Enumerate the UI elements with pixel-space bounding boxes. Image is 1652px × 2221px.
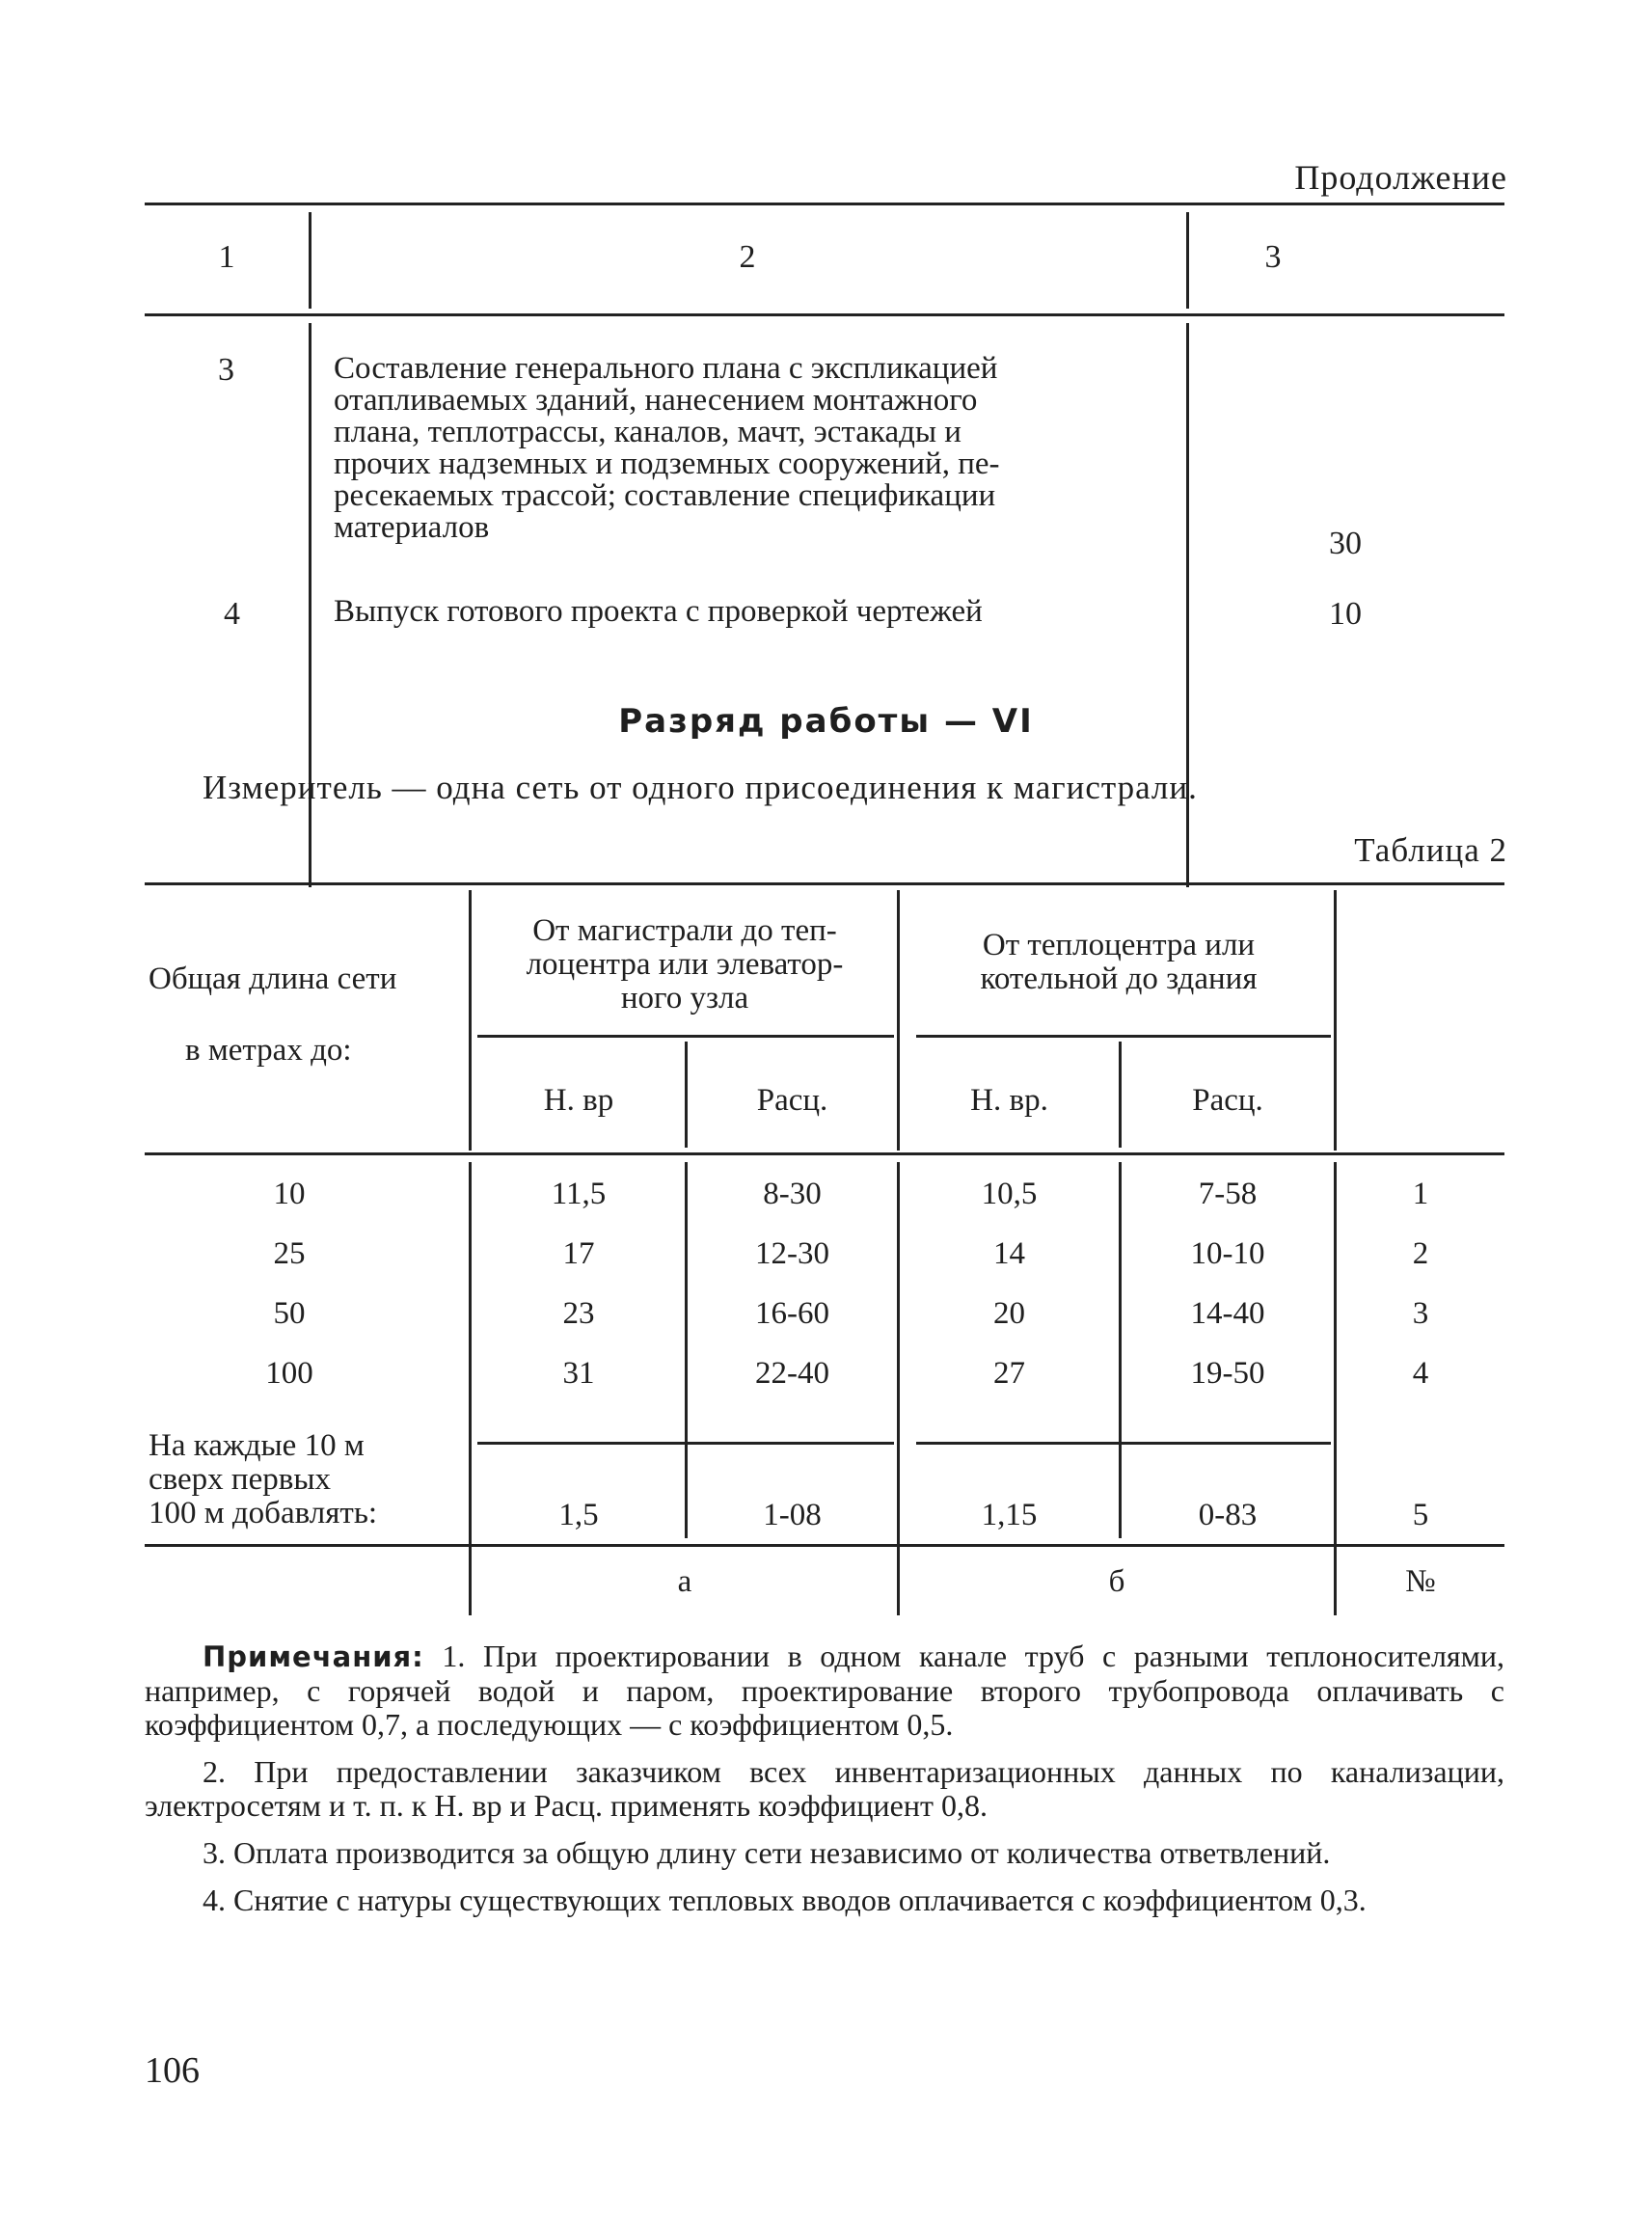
continuation-label: Продолжение xyxy=(1294,158,1507,197)
rates-table xyxy=(145,882,1504,1625)
rasc-a-value: 8-30 xyxy=(763,1177,822,1211)
nvr-b-value: 1,15 xyxy=(981,1498,1038,1532)
description-line: прочих надземных и подземных сооружений, пе- xyxy=(334,447,1000,481)
header-line: От магистрали до теп- xyxy=(532,913,837,948)
column-divider xyxy=(469,1162,472,1615)
description-line: отапливаемых зданий, нанесением монтажного xyxy=(334,383,978,418)
row-description xyxy=(334,353,1182,544)
header-line: лоцентра или элеватор- xyxy=(526,947,844,982)
description-line: ресекаемых трассой; составление спецификации xyxy=(334,478,996,513)
row-number: 3 xyxy=(218,352,234,388)
rasc-b-value: 14-40 xyxy=(1190,1296,1265,1331)
column-divider xyxy=(1334,890,1337,1151)
length-header: Общая длина сети xyxy=(149,962,397,996)
subheader-rule xyxy=(916,1035,1331,1038)
section-title: Разряд работы — VI xyxy=(618,702,1034,741)
subheader-rasc: Расц. xyxy=(756,1083,828,1118)
column-header: 3 xyxy=(1264,239,1282,275)
length-header: в метрах до: xyxy=(185,1033,352,1068)
rasc-b-value: 19-50 xyxy=(1190,1356,1265,1391)
nvr-a-value: 17 xyxy=(562,1236,595,1271)
note-2: 2. При предоставлении заказчиком всех инвентаризационных данных по канализации, электросетям и т. п. к Н. вр и Расц. применять коэффициент 0,8. xyxy=(145,1754,1504,1823)
label-line: сверх первых xyxy=(149,1462,331,1497)
nvr-b-value: 20 xyxy=(993,1296,1025,1331)
row-no: 1 xyxy=(1412,1177,1429,1211)
table-rule xyxy=(145,313,1504,316)
column-divider xyxy=(1119,1442,1122,1538)
note-1 xyxy=(145,1639,1504,1742)
footer-a: а xyxy=(677,1564,692,1599)
row-no: 3 xyxy=(1412,1296,1429,1331)
note-text: 1. При проектировании в одном канале труб с разными теплоносителями, например, с горячей водой и паром, проектирование второго трубопровода оплачивать с коэффициентом 0,7, а последующих — с коэффициентом 0,5. xyxy=(145,1639,1505,1742)
subheader-nvr: Н. вр xyxy=(543,1083,614,1118)
length-value: 25 xyxy=(273,1236,306,1271)
table-rule xyxy=(145,1544,1504,1547)
notes-label: Примечания: xyxy=(203,1640,424,1673)
nvr-a-value: 11,5 xyxy=(551,1177,607,1211)
row-description xyxy=(334,596,1182,628)
header-line: котельной до здания xyxy=(980,962,1258,996)
header-line: От теплоцентра или xyxy=(982,928,1256,962)
subheader-nvr: Н. вр. xyxy=(970,1083,1048,1118)
note-3: 3. Оплата производится за общую длину сети независимо от количества ответвлений. xyxy=(203,1835,1331,1870)
row-value: 30 xyxy=(1329,526,1362,561)
column-divider xyxy=(469,890,472,1151)
length-value: 10 xyxy=(273,1177,306,1211)
rasc-a-value: 12-30 xyxy=(755,1236,829,1271)
subheader-rule xyxy=(477,1035,894,1038)
rasc-b-value: 10-10 xyxy=(1190,1236,1265,1271)
group-a-header xyxy=(473,914,897,1016)
cell-rule xyxy=(916,1442,1331,1445)
nvr-a-value: 1,5 xyxy=(558,1498,599,1532)
rasc-b-value: 0-83 xyxy=(1198,1498,1258,1532)
description-line: Составление генерального плана с экспликацией xyxy=(334,351,998,386)
table-rule xyxy=(145,882,1504,885)
table-label: Таблица 2 xyxy=(1354,831,1507,869)
description-line: материалов xyxy=(334,510,490,545)
length-value: 50 xyxy=(273,1296,306,1331)
group-b-header xyxy=(907,929,1331,996)
row-value: 10 xyxy=(1329,596,1362,632)
rasc-a-value: 22-40 xyxy=(755,1356,829,1391)
description-line: Выпуск готового проекта с проверкой чертежей xyxy=(334,594,983,629)
column-header: 1 xyxy=(218,239,235,275)
subheader-rasc: Расц. xyxy=(1192,1083,1263,1118)
notes-block xyxy=(145,1639,1504,1931)
length-value: 100 xyxy=(265,1356,313,1391)
description-line: плана, теплотрассы, каналов, мачт, эстакады и xyxy=(334,415,961,449)
rasc-b-value: 7-58 xyxy=(1198,1177,1258,1211)
note-4: 4. Снятие с натуры существующих тепловых вводов оплачивается с коэффициентом 0,3. xyxy=(203,1882,1367,1917)
row-no: 5 xyxy=(1412,1498,1429,1532)
table-rule xyxy=(145,1152,1504,1155)
extra-row-label xyxy=(149,1429,377,1530)
label-line: На каждые 10 м xyxy=(149,1428,365,1463)
label-line: 100 м добавлять: xyxy=(149,1496,378,1530)
rasc-a-value: 16-60 xyxy=(755,1296,829,1331)
column-divider xyxy=(685,1442,688,1538)
measure-text: Измеритель — одна сеть от одного присоединения к магистрали. xyxy=(203,769,1198,806)
nvr-a-value: 23 xyxy=(562,1296,595,1331)
footer-b: б xyxy=(1108,1564,1125,1599)
footer-no: № xyxy=(1405,1564,1436,1599)
page-number: 106 xyxy=(145,2050,200,2091)
rasc-a-value: 1-08 xyxy=(763,1498,822,1532)
nvr-b-value: 14 xyxy=(993,1236,1025,1271)
nvr-b-value: 27 xyxy=(993,1356,1025,1391)
row-no: 4 xyxy=(1412,1356,1429,1391)
nvr-b-value: 10,5 xyxy=(981,1177,1038,1211)
column-header: 2 xyxy=(739,239,756,275)
table-rule xyxy=(145,203,1504,205)
row-number: 4 xyxy=(224,596,240,632)
nvr-a-value: 31 xyxy=(562,1356,595,1391)
header-line: ного узла xyxy=(620,981,749,1016)
row-no: 2 xyxy=(1412,1236,1429,1271)
